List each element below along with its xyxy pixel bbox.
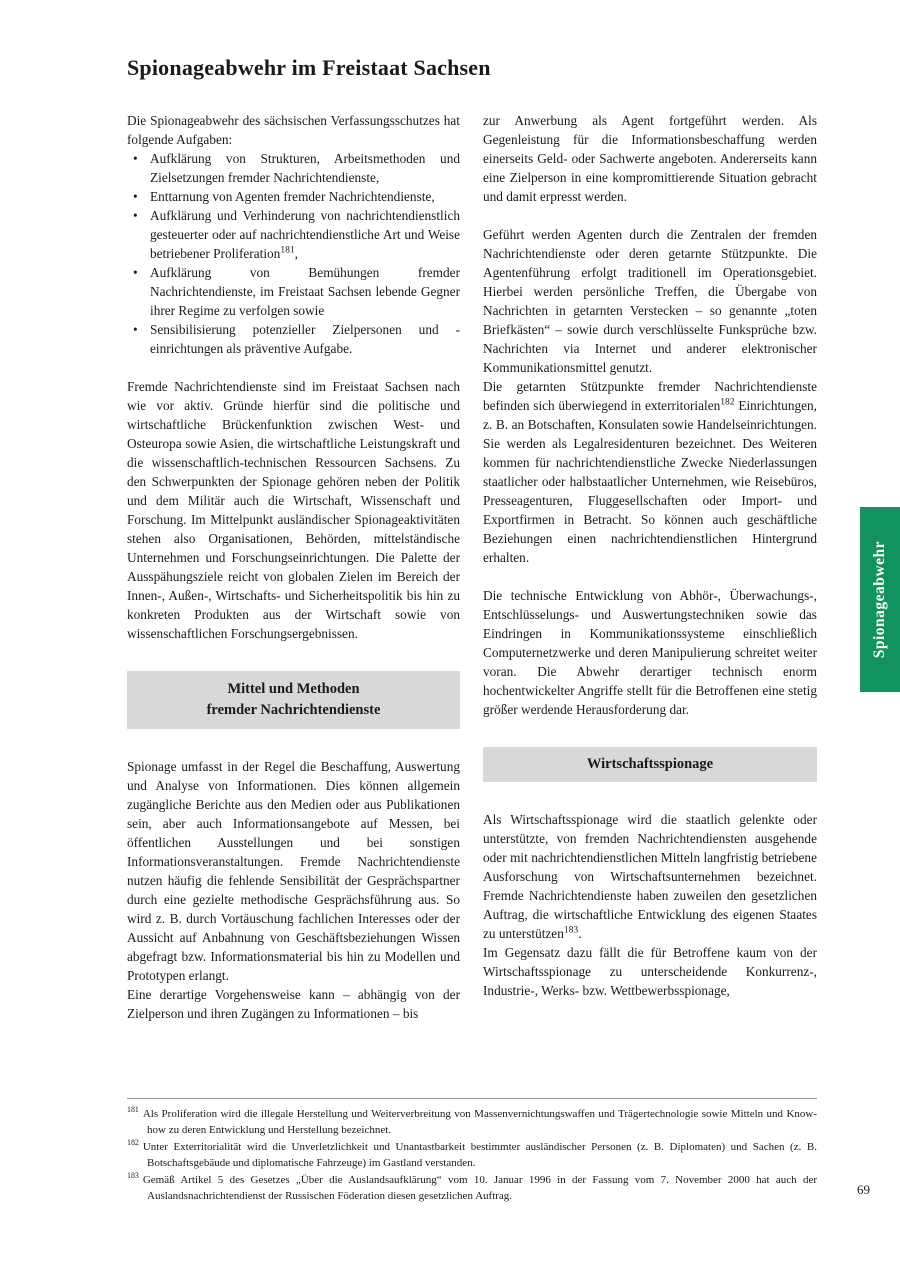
- bullet-text: Aufklärung von Bemühungen fremder Nachrichtendienste, im Freistaat Sachsen lebende Gegner ihrer Regime zu verfolgen sowie: [150, 265, 460, 318]
- section-header-line: fremder Nachrichtendienste: [206, 702, 381, 718]
- paragraph-text: .: [578, 926, 582, 941]
- footnote-181: [127, 1107, 817, 1138]
- footnote-ref-182: 182: [720, 396, 735, 408]
- section-header-line: Mittel und Methoden: [227, 681, 360, 697]
- footnote-number: 181: [127, 1105, 139, 1115]
- paragraph-technische-entwicklung: Die technische Entwicklung von Abhör-, Überwachungs-, Entschlüsselungs- und Auswertungstechniken sowie das Eindringen in Kommunikationssysteme einschließlich Computernetzwerke und deren Manipulierung schreitet weiter voran. Die Abwehr derartiger technisch enorm hochentwickelter Angriffe stellt für die Betroffenen eine stetig größer werdende Herausforderung dar.: [483, 588, 817, 717]
- paragraph-active-services: Fremde Nachrichtendienste sind im Freistaat Sachsen nach wie vor aktiv. Gründe hierfür sind die politische und wirtschaftliche Brückenfunktion zwischen West- und Osteuropa sowie Asien, die wirtschaftliche Leistungskraft und die wissenschaftlich-technischen Ressourcen Sachsens. Zu den Schwerpunkten der Spionage gehören neben der Politik und dem Militär auch die Wirtschaft, Wissenschaft und Forschung. Im Mittelpunkt ausländischer Spionageaktivitäten stehen also Organisationen, Behörden, mittelständische Unternehmen und Forschungseinrichtungen. Die Palette der Ausspähungsziele reicht von globalen Zielen im Bereich der Innen-, Außen-, Wirtschafts- und Sicherheitspolitik bis hin zu konkreten Produkten aus der Wirtschaft sowie von wissenschaftlichen Forschungsergebnissen.: [127, 379, 460, 641]
- footnote-number: 182: [127, 1138, 139, 1148]
- bullet-item: [127, 187, 460, 206]
- bullet-text: Sensibilisierung potenzieller Zielpersonen und -einrichtungen als präventive Aufgabe.: [150, 322, 460, 356]
- section-header-line: Wirtschaftsspionage: [586, 756, 714, 772]
- footnote-number: 183: [127, 1171, 139, 1181]
- paragraph-spionage-umfasst: Spionage umfasst in der Regel die Beschaffung, Auswertung und Analyse von Informationen. Dies können allgemein zugängliche Berichte aus den Medien oder aus Publikationen sein, aber auch Informationsangebote auf Messen, bei öffentlichen Ausstellungen und bei sonstigen Informationsveranstaltungen. Fremde Nachrichtendienste nutzen häufig die fehlende Sensibilität der Gesprächspartner durch eine gezielte methodische Gesprächsführung aus. So wird z. B. durch Vortäuschung fachlichen Interesses oder der Aussicht auf Anbahnung von Geschäftsbeziehungen Wissen abgefragt bzw. Informationsmaterial bis hin zu Modellen und Prototypen erlangt.: [127, 759, 460, 983]
- paragraph-vorgehensweise: Eine derartige Vorgehensweise kann – abhängig von der Zielperson und ihren Zugängen zu Informationen – bis: [127, 987, 460, 1021]
- paragraph-agentenfuehrung: Geführt werden Agenten durch die Zentralen der fremden Nachrichtendienste oder deren getarnte Stützpunkte. Die Agentenführung erfolgt traditionell im Operationsgebiet. Hierbei werden persönliche Treffen, die Übergabe von Nachrichten in getarnten Verstecken – so genannte „toten Briefkästen“ – sowie durch verschlüsselte Funksprüche bzw. Nachrichten via Internet und anderer elektronischer Kommunikationsmittel genutzt.: [483, 227, 817, 375]
- page-content: [127, 55, 817, 1023]
- right-column: [483, 111, 817, 1023]
- footnote-divider: [127, 1098, 817, 1099]
- paragraph-gegensatz: Im Gegensatz dazu fällt die für Betroffene kaum von der Wirtschaftsspionage zu unterscheidende Konkurrenz-, Industrie-, Werks- bzw. Wettbewerbsspionage,: [483, 945, 817, 998]
- bullet-text: ,: [294, 246, 298, 261]
- section-header-wirtschaftsspionage: [483, 747, 817, 782]
- footnote-ref-181: 181: [280, 244, 295, 256]
- paragraph-text: Die getarnten Stützpunkte fremder Nachrichtendienste befinden sich überwiegend in exterritorialen: [483, 379, 817, 413]
- footnote-text: Als Proliferation wird die illegale Herstellung und Weiterverbreitung von Massenvernichtungswaffen und Trägertechnologie sowie Mitteln und Know-how zu deren Entwicklung und Herstellung bezeichnet.: [142, 1108, 817, 1136]
- paragraph-intro: Die Spionageabwehr des sächsischen Verfassungsschutzes hat folgende Aufgaben:: [127, 113, 460, 147]
- footnote-ref-183: 183: [563, 924, 579, 936]
- page-title: Spionageabwehr im Freistaat Sachsen: [127, 55, 491, 80]
- task-bullet-list: [127, 149, 460, 358]
- footnotes-section: [127, 1098, 817, 1206]
- page-number: 69: [857, 1182, 870, 1197]
- paragraph-anwerbung: zur Anwerbung als Agent fortgeführt werden. Als Gegenleistung für die Informationsbeschaffung werden einerseits Geld- oder Sachwerte angeboten. Andererseits kann eine Zielperson in eine kompromittierende Situation gebracht und damit erpresst werden.: [483, 113, 817, 204]
- bullet-text: Aufklärung von Strukturen, Arbeitsmethoden und Zielsetzungen fremder Nachrichtendienste,: [150, 151, 460, 185]
- bullet-item: [127, 320, 460, 358]
- footnote-182: [127, 1140, 817, 1171]
- footnote-text: Gemäß Artikel 5 des Gesetzes „Über die Auslandsaufklärung“ vom 10. Januar 1996 in der Fassung vom 7. November 2000 hat auch der Auslandsnachrichtendienst der Russischen Föderation diesen gesetzlichen Auftrag.: [142, 1174, 817, 1202]
- left-column: [127, 111, 460, 1023]
- chapter-tab-label: Spionageabwehr: [871, 540, 888, 659]
- bullet-text: Aufklärung und Verhinderung von nachrichtendienstlich gesteuerter oder auf nachrichtendienstliche Art und Weise betriebener Proliferation: [150, 208, 460, 261]
- bullet-text: Enttarnung von Agenten fremder Nachrichtendienste,: [150, 189, 435, 204]
- footnote-183: [127, 1173, 817, 1204]
- chapter-tab-spionageabwehr: [860, 507, 900, 692]
- footnote-text: Unter Exterritorialität wird die Unverletzlichkeit und Unantastbarkeit bestimmter ausländischer Personen (z. B. Diplomaten) und Sachen (z. B. Botschaftsgebäude und diplomatische Fahrzeuge) im Gastland verstanden.: [142, 1141, 817, 1169]
- section-header-mittel-methoden: [127, 671, 460, 729]
- two-column-layout: [127, 111, 817, 1023]
- bullet-item: [127, 206, 460, 263]
- paragraph-wirtschaftsspionage: [483, 810, 817, 943]
- paragraph-text: Einrichtungen, z. B. an Botschaften, Konsulaten sowie Handelseinrichtungen. Sie werden als Legalresidenturen bezeichnet. Des Weiteren kommen für nachrichtendienstliche Zwecke Niederlassungen staatlicher oder halbstaatlicher Unternehmen, wie Reisebüros, Presseagenturen, Fluggesellschaften oder Import- und Exportfirmen in Betracht. So können auch geschäftliche Beziehungen einen nachrichtendienstlichen Hintergrund erhalten.: [483, 398, 817, 565]
- bullet-item: [127, 263, 460, 320]
- paragraph-text: Als Wirtschaftsspionage wird die staatlich gelenkte oder unterstützte, von fremden Nachrichtendiensten ausgehende oder mit nachrichtendienstlichen Mitteln langfristig betriebene Ausforschung von Wirtschaftsunternehmen bezeichnet. Fremde Nachrichtendienste haben zuweilen den gesetzlichen Auftrag, die wirtschaftliche Entwicklung des eigenen Staates zu unterstützen: [483, 812, 817, 941]
- bullet-item: [127, 149, 460, 187]
- paragraph-stuetzpunkte: [483, 377, 817, 567]
